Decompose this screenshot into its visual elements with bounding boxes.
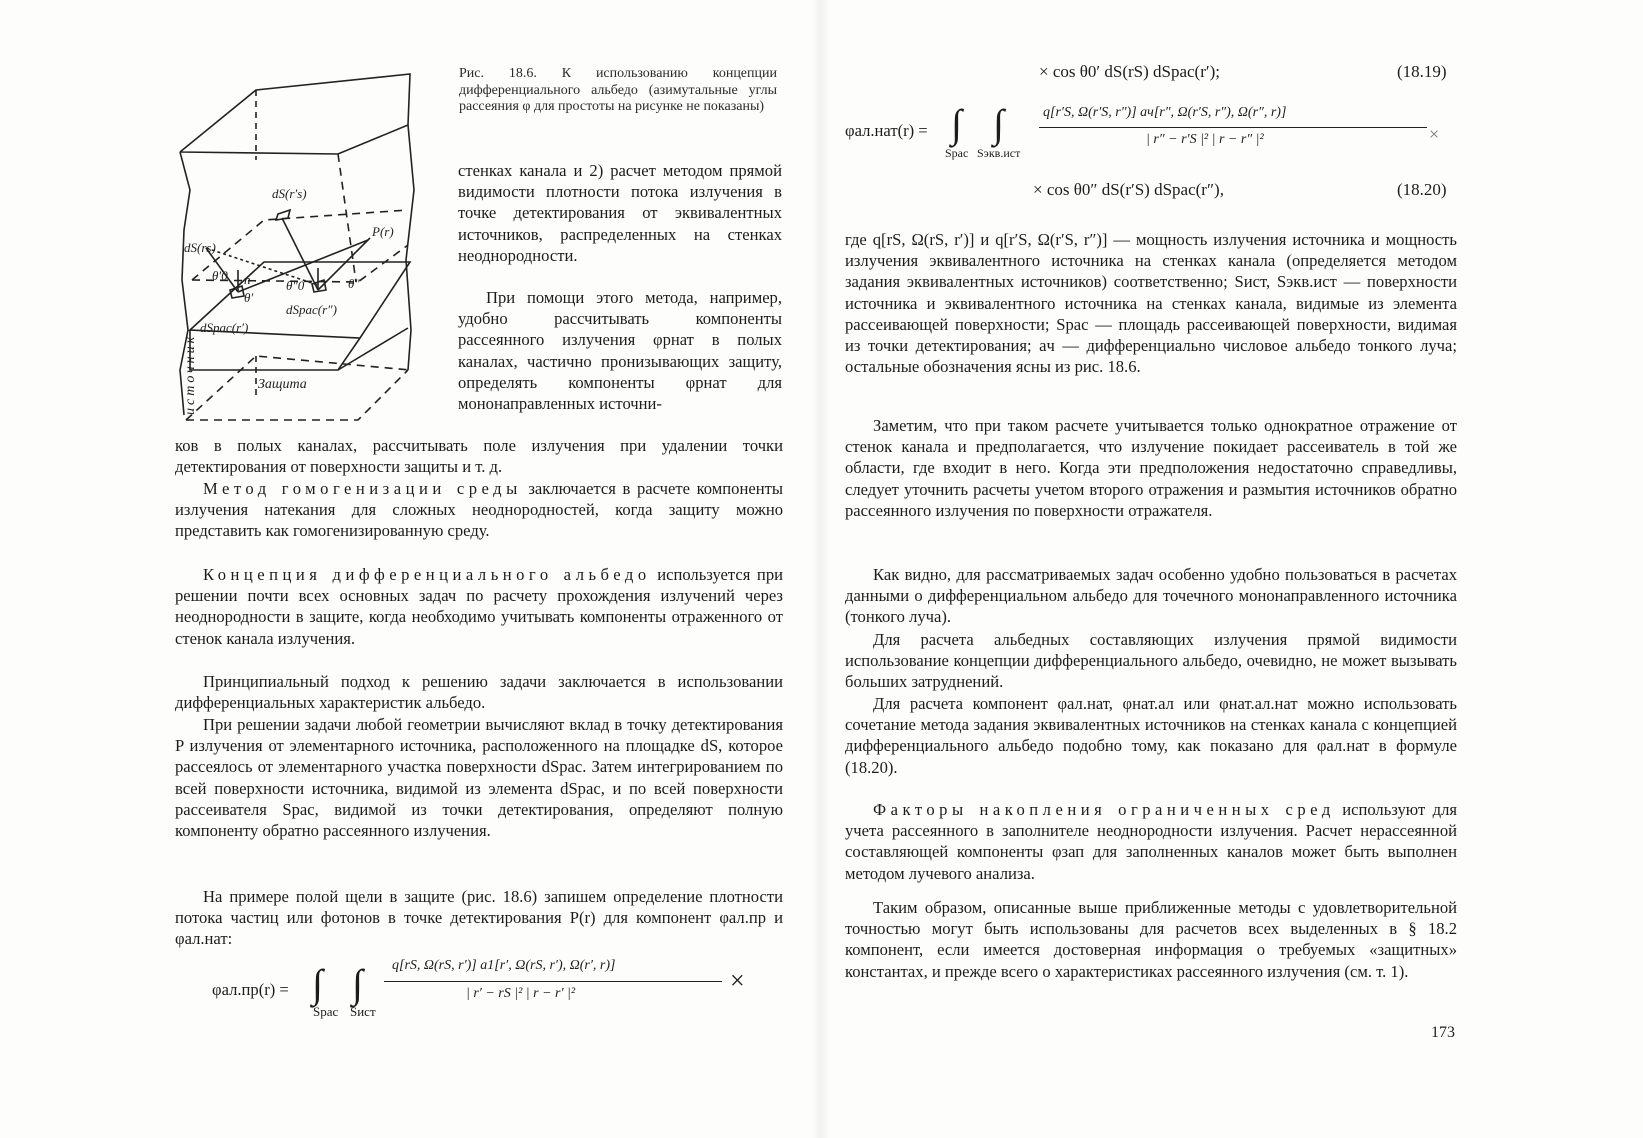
- figure-18-6: [178, 70, 453, 440]
- label-shield: Защита: [258, 377, 307, 392]
- label-point-p: P(r): [372, 224, 394, 239]
- label-source-vertical: источник: [183, 333, 198, 415]
- eq-18-20-times: ×: [1429, 124, 1440, 144]
- label-dspac-r-prime: dSрас(r′): [200, 320, 249, 335]
- eq-18-20-numerator: q[r′S, Ω(r′S, r″)] aч[r″, Ω(r′S, r″), Ω(r″, r)]: [1043, 105, 1287, 120]
- label-normal-n: n: [244, 272, 251, 287]
- eq-18-20-lhs: φал.нат(r) =: [845, 121, 928, 140]
- integral-sign-2: ∫: [352, 961, 363, 1006]
- eq-18-20-continuation: × cos θ0″ dS(r′S) dSрас(r″),: [1033, 180, 1224, 199]
- paragraph-principal-approach: Принципиальный подход к решению задачи заключается в использовании дифференциальных характеристик альбедо.: [175, 672, 783, 713]
- shield-slit-diagram: [178, 70, 453, 435]
- left-page: [0, 0, 821, 1138]
- eq-number-18-20: (18.20): [1397, 180, 1447, 199]
- integral-sign-4: ∫: [993, 101, 1004, 146]
- right-page: [821, 0, 1643, 1138]
- figure-caption: Рис. 18.6. К использованию концепции дифференциального альбедо (азимутальные углы рассеяния φ для простоты на рисунке не показаны): [459, 66, 777, 115]
- page-number: 173: [1431, 1024, 1455, 1041]
- paragraph-homogenization: [175, 478, 783, 542]
- eq-lhs: φал.пр(r) =: [212, 980, 289, 999]
- eq-numerator: q[rS, Ω(rS, r′)] a1[r′, Ω(rS, r′), Ω(r′, r)]: [392, 958, 616, 973]
- eq-number-18-19: (18.19): [1397, 62, 1447, 81]
- integral-sign-1: ∫: [312, 961, 323, 1006]
- eq-18-20-fraction-bar: [1039, 127, 1427, 128]
- eq-fraction-bar: [384, 981, 722, 982]
- paragraph-slit-example: На примере полой щели в защите (рис. 18.6) запишем определение плотности потока частиц или фотонов в точке детектирования P(r) для компонент φал.пр и φал.нат:: [175, 887, 783, 949]
- paragraph-components: Для расчета компонент φал.нат, φнат.ал или φнат.ал.нат можно использовать сочетание метода задания эквивалентных источников на стенках канала с концепцией дифференциального альбедо подобно тому, как показано для φал.нат в формуле (18.20).: [845, 694, 1457, 777]
- text-homogenization: заключается в расчете компоненты излучения натекания для сложных неоднородностей, когда защиту можно представить как гомогенизированную среду.: [175, 479, 783, 541]
- eq-denominator: | r′ − rS |² | r − r′ |²: [466, 986, 576, 1001]
- paragraph-single-reflection: Заметим, что при таком расчете учитывается только однократное отражение от стенок канала и предполагается, что излучение покидает рассеиватель в той же области, где входит в него. Когда эти предположения недостаточно справедливы, следует уточнить расчеты учетом второго отражения и размытия источников обратно рассеянного излучения по поверхности отражателя.: [845, 416, 1457, 520]
- paragraph-method-usage: При помощи этого метода, например, удобно рассчитывать компоненты рассеянного излучения φрнат в полых каналах, частично пронизывающих защиту, определять компоненты φрнат для мононаправленных источни-: [458, 288, 782, 414]
- paragraph-differential-albedo: [175, 564, 783, 649]
- paragraph-buildup-factors: [845, 799, 1457, 884]
- eq-18-20-limit-2: Sэкв.ист: [977, 146, 1021, 160]
- eq-lower-limit-1: Sрас: [313, 1004, 339, 1019]
- paragraph-conclusion: Таким образом, описанные выше приближенные методы с удовлетворительной точностью могут быть использованы для расчетов всех выделенных в § 18.2 компонент, если имеется достоверная информация о требуемых «защитных» константах, и прежде всего о характеристиках рассеянного излучения (см. т. 1).: [845, 898, 1457, 981]
- eq-18-20-denominator: | r″ − r′S |² | r − r″ |²: [1146, 132, 1264, 147]
- eq-times: ×: [730, 966, 745, 995]
- label-theta0-prime: θ′0: [212, 268, 228, 283]
- term-differential-albedo: Концепция дифференциального альбедо: [203, 565, 651, 584]
- label-theta-double-prime: θ″: [348, 276, 360, 291]
- label-theta-prime: θ′: [244, 290, 254, 305]
- label-ds-rs-prime: dS(r′s): [272, 186, 307, 201]
- paragraph-any-geometry: При решении задачи любой геометрии вычисляют вклад в точку детектирования P излучения от элементарного источника, расположенного на площадке dS, которое рассеялось от элементарного участка поверхности dSрас. Затем интегрированием по всей поверхности источника, видимой из элемента dSрас, и по всей поверхности рассеивателя Sрас, видимой из точки детектирования, определяют полную компоненту обратно рассеянного излучения.: [175, 715, 783, 841]
- label-dspac-r-double-prime: dSрас(r″): [286, 302, 337, 317]
- text-differential-albedo: используется при решении почти всех основных задач по расчету прохождения излучений через неоднородности в защите, когда необходимо учитывать компоненты отраженного от стенок канала излучения.: [175, 565, 783, 648]
- eq-lower-limit-2: Sист: [350, 1004, 376, 1019]
- paragraph-as-seen: Как видно, для рассматриваемых задач особенно удобно пользоваться в расчетах данными о дифференциальном альбедо для точечного мононаправленного источника (тонкого луча).: [845, 565, 1457, 627]
- paragraph-method-usage-tail: ков в полых каналах, рассчитывать поле излучения при удалении точки детектирования от поверхности защиты и т. д.: [175, 436, 783, 477]
- integral-sign-3: ∫: [951, 101, 962, 146]
- paragraph-where-q: где q[rS, Ω(rS, r′)] и q[r′S, Ω(r′S, r″)] — мощность излучения источника и мощность излучения эквивалентного источника на стенках канала (определяется методом задания эквивалентных источников) соответственно; Sист, Sэкв.ист — поверхности источника и эквивалентного источника на стенках канала, видимые из элемента рассеивающей поверхности; Sрас — площадь рассеивающей поверхности, видимая из точки детектирования; aч — дифференциально числовое альбедо тонкого луча; остальные обозначения ясны из рис. 18.6.: [845, 230, 1457, 377]
- text-buildup-factors: используют для учета рассеянного в заполнителе неоднородности излучения. Расчет нерассеянной составляющей компоненты φзап для заполненных каналов может быть выполнен методом лучевого анализа.: [845, 800, 1457, 883]
- term-homogenization: Метод гомогенизации среды: [203, 479, 522, 498]
- eq-18-19-continuation: × cos θ0′ dS(rS) dSрас(r′);: [1039, 62, 1220, 81]
- term-buildup-factors: Факторы накопления ограниченных сред: [873, 800, 1335, 819]
- eq-18-20-limit-1: Sрас: [945, 146, 969, 160]
- paragraph-direct-visibility: Для расчета альбедных составляющих излучения прямой видимости использование концепции дифференциального альбедо, очевидно, не может вызывать больших затруднений.: [845, 630, 1457, 692]
- label-ds-rs: dS(rs): [184, 240, 216, 255]
- paragraph-methods-continued: стенках канала и 2) расчет методом прямой видимости плотности потока излучения в точке детектирования от эквивалентных источников, распределенных на стенках неоднородности.: [458, 161, 782, 265]
- label-theta0-double-prime: θ″0: [286, 278, 305, 293]
